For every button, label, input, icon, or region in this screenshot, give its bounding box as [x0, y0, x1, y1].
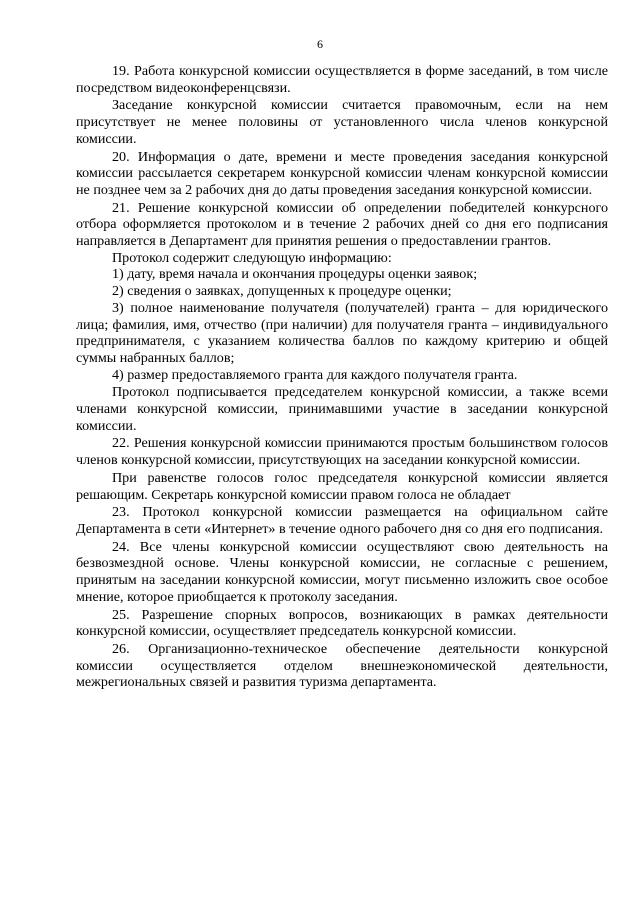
paragraph-21: 21. Решение конкурсной комиссии об определении победителей конкурсного отбора оформляется протоколом и в течение 2 рабочих дней со дня его подписания направляется в Департамент для принятия решения о предоставлении грантов. — [76, 199, 608, 250]
list-item-4: 4) размер предоставляемого гранта для каждого получателя гранта. — [112, 366, 518, 383]
paragraph-23: 23. Протокол конкурсной комиссии размещается на официальном сайте Департамента в сети «Интернет» в течение одного рабочего дня со дня его подписания. — [76, 504, 608, 537]
list-item-3: 3) полное наименование получателя (получателей) гранта – для юридического лица; фамилия, имя, отчество (при наличии) для получателя гранта – индивидуального предпринимателя, с указанием количества баллов по каждому критерию и общей суммы набранных баллов; — [76, 299, 608, 366]
paragraph-24: 24. Все члены конкурсной комиссии осуществляют свою деятельность на безвозмездной основе. Члены конкурсной комиссии, не согласные с решением, принятым на заседании конкурсной комиссии, могут письменно изложить свое особое мнение, которое приобщается к протоколу заседания. — [76, 538, 608, 605]
paragraph-protocol-signing: Протокол подписывается председателем конкурсной комиссии, а также всеми членами конкурсной комиссии, принимавшими участие в заседании конкурсной комиссии. — [76, 384, 608, 434]
paragraph-tie-vote: При равенстве голосов голос председателя конкурсной комиссии является решающим. Секретарь конкурсной комиссии правом голоса не обладает — [76, 469, 608, 503]
document-body — [76, 63, 608, 691]
paragraph-26: 26. Организационно-техническое обеспечение деятельности конкурсной комиссии осуществляется отделом внешнеэкономической деятельности, межрегиональных связей и развития туризма департамента. — [76, 640, 608, 691]
list-item-1: 1) дату, время начала и окончания процедуры оценки заявок; — [112, 266, 478, 283]
paragraph-quorum: Заседание конкурсной комиссии считается правомочным, если на нем присутствует не менее половины от установленного числа членов конкурсной комиссии. — [76, 97, 608, 147]
paragraph-22: 22. Решения конкурсной комиссии принимаются простым большинством голосов членов конкурсной комиссии, присутствующих на заседании конкурсной комиссии. — [76, 435, 608, 469]
page-number: 6 — [317, 37, 323, 51]
paragraph-protocol-contents: Протокол содержит следующую информацию: — [112, 249, 392, 266]
paragraph-25: 25. Разрешение спорных вопросов, возникающих в рамках деятельности конкурсной комиссии, осуществляет председатель конкурсной комиссии. — [76, 606, 608, 640]
list-item-2: 2) сведения о заявках, допущенных к процедуре оценки; — [112, 283, 452, 300]
paragraph-20: 20. Информация о дате, времени и месте проведения заседания конкурсной комиссии рассылается секретарем конкурсной комиссии членам конкурсной комиссии не позднее чем за 2 рабочих дня до даты проведения заседания конкурсной комиссии. — [76, 148, 608, 198]
paragraph-19: 19. Работа конкурсной комиссии осуществляется в форме заседаний, в том числе посредством видеоконференцсвязи. — [76, 63, 608, 96]
